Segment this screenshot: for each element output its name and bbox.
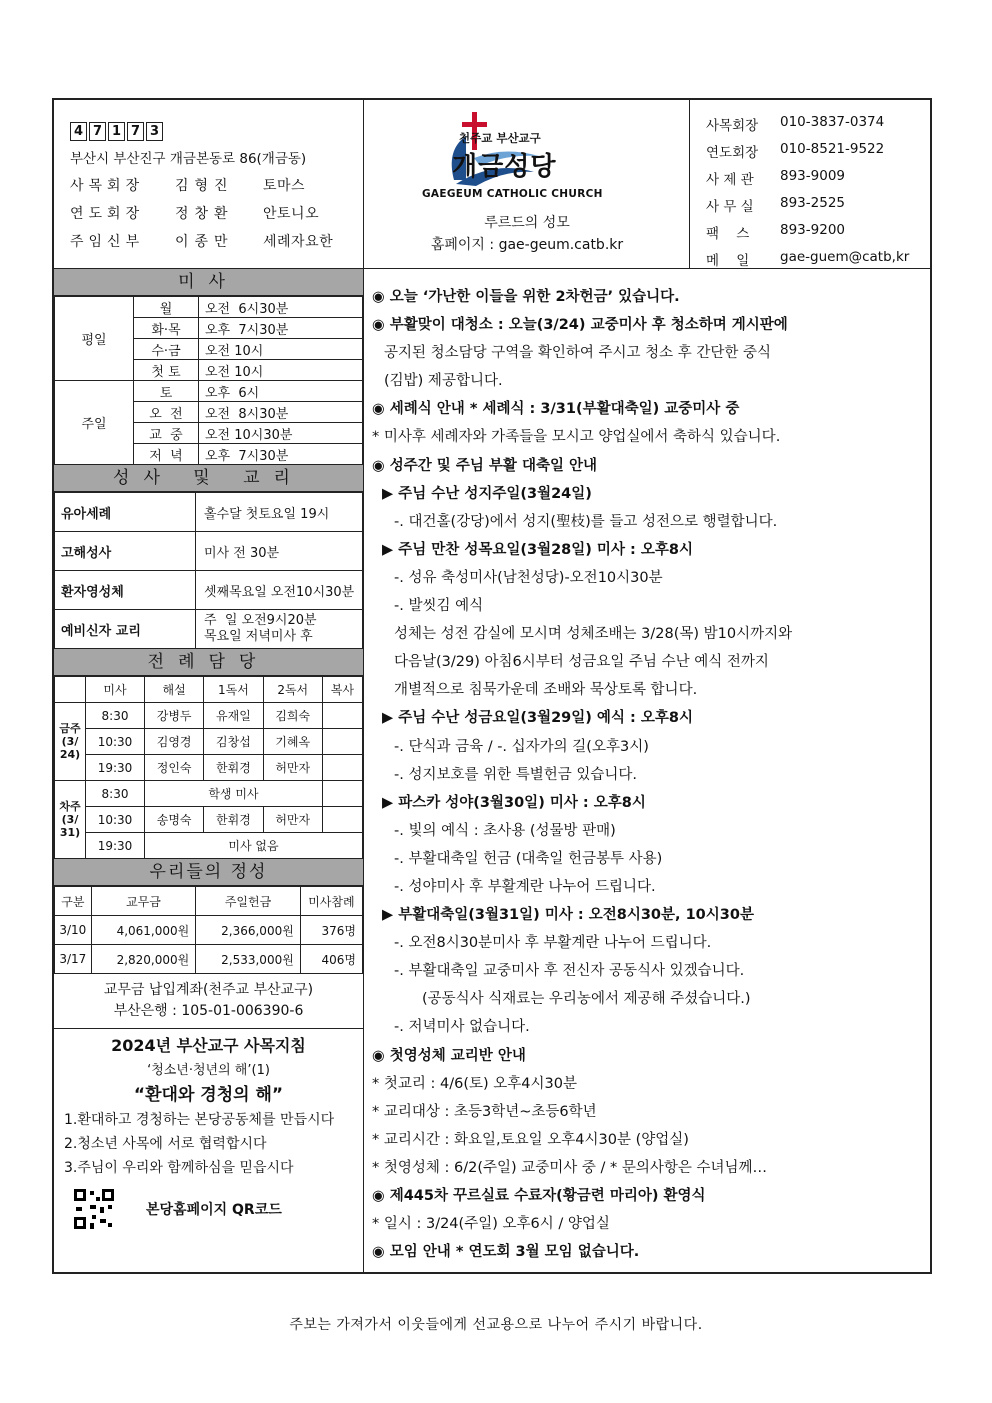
- altar-server: [322, 807, 362, 833]
- notice-heading: ◉ 제445차 꾸르실료 수료자(황금련 마리아) 환영식: [372, 1188, 706, 1204]
- sacraments-table: [54, 492, 363, 649]
- zip-digit: 7: [127, 122, 144, 141]
- mass-section-title: 미사: [54, 269, 363, 296]
- reader-1: 유재일: [204, 703, 263, 729]
- contact-label: 메 일: [706, 253, 750, 269]
- notice-heading: ◉ 부활맞이 대청소 : 오늘(3/24) 교중미사 후 청소하며 게시판에: [372, 317, 788, 334]
- reader-2: 김희숙: [263, 703, 322, 729]
- reader-1: 김창섭: [204, 729, 263, 755]
- contact-label: 사목회장: [706, 118, 759, 134]
- notice-heading: ◉ 오늘 ‘가난한 이들을 위한 2차헌금’ 있습니다.: [372, 289, 680, 305]
- staff-role: 주임신부: [70, 234, 145, 250]
- notice-line: -. 저녁미사 없습니다.: [394, 1019, 530, 1036]
- mass-time: 오전 10시: [199, 360, 363, 381]
- liturgy-section-title: 전례담당: [54, 649, 363, 676]
- header-address-block: [54, 100, 364, 268]
- notice-line: * 첫영성체 : 6/2(주일) 교중미사 중 / * 문의사항은 수녀님께…: [372, 1159, 768, 1176]
- pastoral-item: 1.환대하고 경청하는 본당공동체를 만듭시다: [64, 1112, 335, 1128]
- staff-role: 연도회장: [70, 206, 145, 222]
- notice-line: -. 대건홀(강당)에서 성지(聖枝)를 들고 성전으로 행렬합니다.: [394, 513, 778, 530]
- staff-row: [70, 203, 363, 223]
- address: 부산시 부산진구 개금본동로 86(개금동): [70, 151, 307, 167]
- catechumen-time-2: 목요일 저녁미사 후: [204, 629, 313, 644]
- offerings-table: [54, 886, 363, 974]
- sacrament-time: 셋째목요일 오전10시30분: [196, 571, 363, 610]
- logo-english-name: GAEGEUM CATHOLIC CHURCH: [422, 188, 603, 200]
- sacrament-name: 고해성사: [55, 532, 196, 571]
- notice-line: -. 빛의 예식 : 초사용 (성물방 판매): [394, 822, 616, 839]
- commentator: 김영경: [144, 729, 203, 755]
- contact-row: [706, 249, 932, 269]
- contact-label: 사 제 관: [706, 172, 754, 188]
- commentator: 정인숙: [144, 755, 203, 781]
- staff-baptismal-name: 안토니오: [263, 206, 320, 222]
- staff-baptismal-name: 세례자요한: [263, 234, 334, 250]
- liturgy-mass-time: 8:30: [86, 781, 145, 807]
- offering-attendance: 406명: [300, 945, 362, 974]
- notice-line: * 일시 : 3/24(주일) 오후6시 / 양업실: [372, 1216, 610, 1233]
- mass-day: 화·목: [134, 318, 199, 339]
- notice-line: 다음날(3/29) 아침6시부터 성금요일 주님 수난 예식 전까지: [394, 654, 769, 671]
- reader-2: 허만자: [263, 755, 322, 781]
- liturgy-mass-time: 10:30: [86, 729, 145, 755]
- offering-dues: 4,061,000원: [91, 916, 196, 945]
- contact-value: 893-9009: [780, 168, 845, 184]
- mass-day: 월: [134, 297, 199, 318]
- qr-code-icon[interactable]: [72, 1187, 116, 1231]
- notice-heading: ◉ 첫영성체 교리반 안내: [372, 1047, 526, 1064]
- notice-heading: ◉ 성주간 및 주님 부활 대축일 안내: [372, 457, 598, 474]
- account-title: 교무금 납입계좌(천주교 부산교구): [103, 982, 314, 998]
- staff-row: [70, 231, 363, 251]
- contact-value[interactable]: gae-guem@catb,kr: [780, 249, 910, 265]
- altar-server: [322, 703, 362, 729]
- commentator: 강병두: [144, 703, 203, 729]
- pastoral-guidelines: [54, 1029, 363, 1231]
- offering-header: 구분: [55, 887, 92, 916]
- notice-line: -. 오전8시30분미사 후 부활계란 나누어 드립니다.: [394, 935, 712, 952]
- contact-row: [706, 168, 932, 188]
- mass-time: 오전 10시30분: [199, 423, 363, 444]
- mass-day: 토: [134, 381, 199, 402]
- sunday-label: 주일: [55, 381, 134, 465]
- contact-row: [706, 114, 932, 134]
- staff-name: 이종만: [175, 234, 234, 250]
- offering-header: 미사참례: [300, 887, 362, 916]
- left-column: [54, 269, 364, 1274]
- notice-line: * 첫교리 : 4/6(토) 오후4시30분: [372, 1075, 577, 1092]
- staff-name: 김형진: [175, 178, 234, 194]
- notice-line: -. 발씻김 예식: [394, 598, 484, 615]
- staff-row: [70, 175, 363, 195]
- notice-line: 개별적으로 침묵가운데 조배와 묵상토록 합니다.: [394, 682, 698, 699]
- notice-line: (김밥) 제공합니다.: [384, 373, 503, 390]
- logo-diocese-text: 천주교 부산교구: [459, 131, 541, 145]
- reader-1: 한휘경: [204, 755, 263, 781]
- offering-header: 주일헌금: [196, 887, 301, 916]
- qr-row: [64, 1187, 363, 1231]
- mass-day: 오 전: [134, 402, 199, 423]
- reader-2: 허만자: [263, 807, 322, 833]
- next-week-label: 차주(3/31): [55, 781, 86, 859]
- header-logo-block: [364, 100, 690, 268]
- mass-time: 오후 6시: [199, 381, 363, 402]
- student-mass-note: 학생 미사: [144, 781, 322, 807]
- pastoral-motto: “환대와 경청의 해”: [133, 1085, 284, 1105]
- contact-row: [706, 195, 932, 215]
- pastoral-title: 2024년 부산교구 사목지침: [111, 1036, 306, 1055]
- contact-row: [706, 222, 932, 242]
- notice-list: [372, 283, 930, 1266]
- liturgy-header-blank: [55, 677, 86, 703]
- sacrament-time: 미사 전 30분: [196, 532, 363, 571]
- weekday-label: 평일: [55, 297, 134, 381]
- notice-heading: ◉ 모임 안내 * 연도회 3월 모임 없습니다.: [372, 1244, 640, 1261]
- contact-value: 010-3837-0374: [780, 114, 885, 130]
- mass-day: 수·금: [134, 339, 199, 360]
- zip-digit: 4: [70, 122, 87, 141]
- notice-line: 성체는 성전 감실에 모시며 성체조배는 3/28(목) 밤10시까지와: [394, 626, 793, 643]
- altar-server: [322, 729, 362, 755]
- contact-value: 893-9200: [780, 222, 845, 238]
- mass-time: 오전 8시30분: [199, 402, 363, 423]
- altar-server: [322, 781, 362, 807]
- mass-day: 교 중: [134, 423, 199, 444]
- liturgy-table: [54, 676, 363, 859]
- liturgy-header: 복사: [322, 677, 362, 703]
- offering-attendance: 376명: [300, 916, 362, 945]
- staff-role: 사목회장: [70, 178, 145, 194]
- qr-label: 본당홈페이지 QR코드: [146, 1202, 282, 1218]
- sacrament-time: 홀수달 첫토요일 19시: [196, 493, 363, 532]
- staff-baptismal-name: 토마스: [263, 178, 306, 194]
- offering-sunday: 2,533,000원: [196, 945, 301, 974]
- liturgy-mass-time: 8:30: [86, 703, 145, 729]
- notice-line: ▶ 주님 수난 성금요일(3월29일) 예식 : 오후8시: [382, 710, 693, 727]
- reader-2: 기혜옥: [263, 729, 322, 755]
- bulletin-frame: [52, 98, 932, 1274]
- notice-line: ▶ 주님 만찬 성목요일(3월28일) 미사 : 오후8시: [382, 541, 693, 558]
- mass-time: 오후 7시30분: [199, 318, 363, 339]
- liturgy-header: 해설: [144, 677, 203, 703]
- notice-line: -. 부활대축일 헌금 (대축일 헌금봉투 사용): [394, 850, 663, 867]
- pastoral-subtitle: ‘청소년·청년의 해’(1): [147, 1063, 270, 1078]
- notice-line: -. 부활대축일 교중미사 후 전신자 공동식사 있겠습니다.: [394, 963, 745, 980]
- reader-1: 한휘경: [204, 807, 263, 833]
- contact-label: 연도회장: [706, 145, 759, 161]
- notice-line: -. 성유 축성미사(남천성당)-오전10시30분: [394, 569, 663, 586]
- liturgy-mass-time: 19:30: [86, 755, 145, 781]
- notice-line: ▶ 파스카 성야(3월30일) 미사 : 오후8시: [382, 794, 646, 811]
- offering-sunday: 2,366,000원: [196, 916, 301, 945]
- mass-time: 오전 6시30분: [199, 297, 363, 318]
- footer-note: 주보는 가져가서 이웃들에게 선교용으로 나누어 주시기 바랍니다.: [289, 1317, 703, 1333]
- notice-line: -. 성지보호를 위한 특별헌금 있습니다.: [394, 766, 637, 783]
- zip-code: [70, 122, 363, 141]
- homepage-url[interactable]: 홈페이지 : gae-geum.catb.kr: [430, 237, 624, 253]
- sacrament-name: 예비신자 교리: [55, 610, 196, 649]
- commentator: 송명숙: [144, 807, 203, 833]
- liturgy-mass-time: 10:30: [86, 807, 145, 833]
- zip-digit: 3: [146, 122, 163, 141]
- sacrament-time: [196, 610, 363, 649]
- zip-digit: 1: [108, 122, 125, 141]
- no-mass-note: 미사 없음: [144, 833, 362, 859]
- liturgy-header: 미사: [86, 677, 145, 703]
- liturgy-mass-time: 19:30: [86, 833, 145, 859]
- sacrament-name: 환자영성체: [55, 571, 196, 610]
- liturgy-header: 1독서: [204, 677, 263, 703]
- contact-value: 010-8521-9522: [780, 141, 885, 157]
- contact-value: 893-2525: [780, 195, 845, 211]
- logo-church-name: 개금성당: [452, 152, 557, 182]
- offering-date: 3/10: [55, 916, 92, 945]
- notice-line: 공지된 청소담당 구역을 확인하여 주시고 청소 후 간단한 중식: [384, 345, 772, 362]
- notices-column: [364, 269, 930, 1274]
- catechumen-time-1: 주 일 오전9시20분: [204, 613, 317, 628]
- account-number: 부산은행 : 105-01-006390-6: [113, 1003, 304, 1019]
- mass-schedule-table: [54, 296, 363, 465]
- mass-day: 첫 토: [134, 360, 199, 381]
- this-week-label: 금주(3/24): [55, 703, 86, 781]
- patron-saint: 루르드의 성모: [484, 215, 570, 231]
- offerings-section-title: 우리들의 정성: [54, 859, 363, 886]
- notice-line: -. 성야미사 후 부활계란 나누어 드립니다.: [394, 878, 656, 895]
- contact-row: [706, 141, 932, 161]
- notice-line: -. 단식과 금육 / -. 십자가의 길(오후3시): [394, 738, 649, 755]
- zip-digit: 7: [89, 122, 106, 141]
- liturgy-header: 2독서: [263, 677, 322, 703]
- pastoral-item: 2.청소년 사목에 서로 협력합시다: [64, 1136, 267, 1152]
- contact-label: 팩 스: [706, 226, 750, 242]
- pastoral-item: 3.주님이 우리와 함께하심을 믿읍시다: [64, 1160, 294, 1176]
- notice-line: * 미사후 세례자와 가족들을 모시고 양업실에서 축하식 있습니다.: [372, 429, 781, 446]
- offering-date: 3/17: [55, 945, 92, 974]
- offering-header: 교무금: [91, 887, 196, 916]
- notice-heading: ◉ 세례식 안내 * 세례식 : 3/31(부활대축일) 교중미사 중: [372, 401, 740, 418]
- mass-time: 오전 10시: [199, 339, 363, 360]
- notice-line: ▶ 주님 수난 성지주일(3월24일): [382, 485, 592, 502]
- contact-label: 사 무 실: [706, 199, 754, 215]
- altar-server: [322, 755, 362, 781]
- offering-dues: 2,820,000원: [91, 945, 196, 974]
- notice-line: * 교리대상 : 초등3학년~초등6학년: [372, 1103, 597, 1120]
- mass-time: 오후 7시30분: [199, 444, 363, 465]
- mass-day: 저 녁: [134, 444, 199, 465]
- sacrament-name: 유아세례: [55, 493, 196, 532]
- notice-line: (공동식사 식재료는 우리농에서 제공해 주셨습니다.): [422, 991, 751, 1008]
- header-contacts: [690, 100, 932, 268]
- notice-line: ▶ 부활대축일(3월31일) 미사 : 오전8시30분, 10시30분: [382, 907, 754, 924]
- staff-name: 정창환: [175, 206, 234, 222]
- account-info: [54, 974, 363, 1029]
- sacraments-section-title: 성사 및 교리: [54, 465, 363, 492]
- notice-line: * 교리시간 : 화요일,토요일 오후4시30분 (양업실): [372, 1131, 689, 1148]
